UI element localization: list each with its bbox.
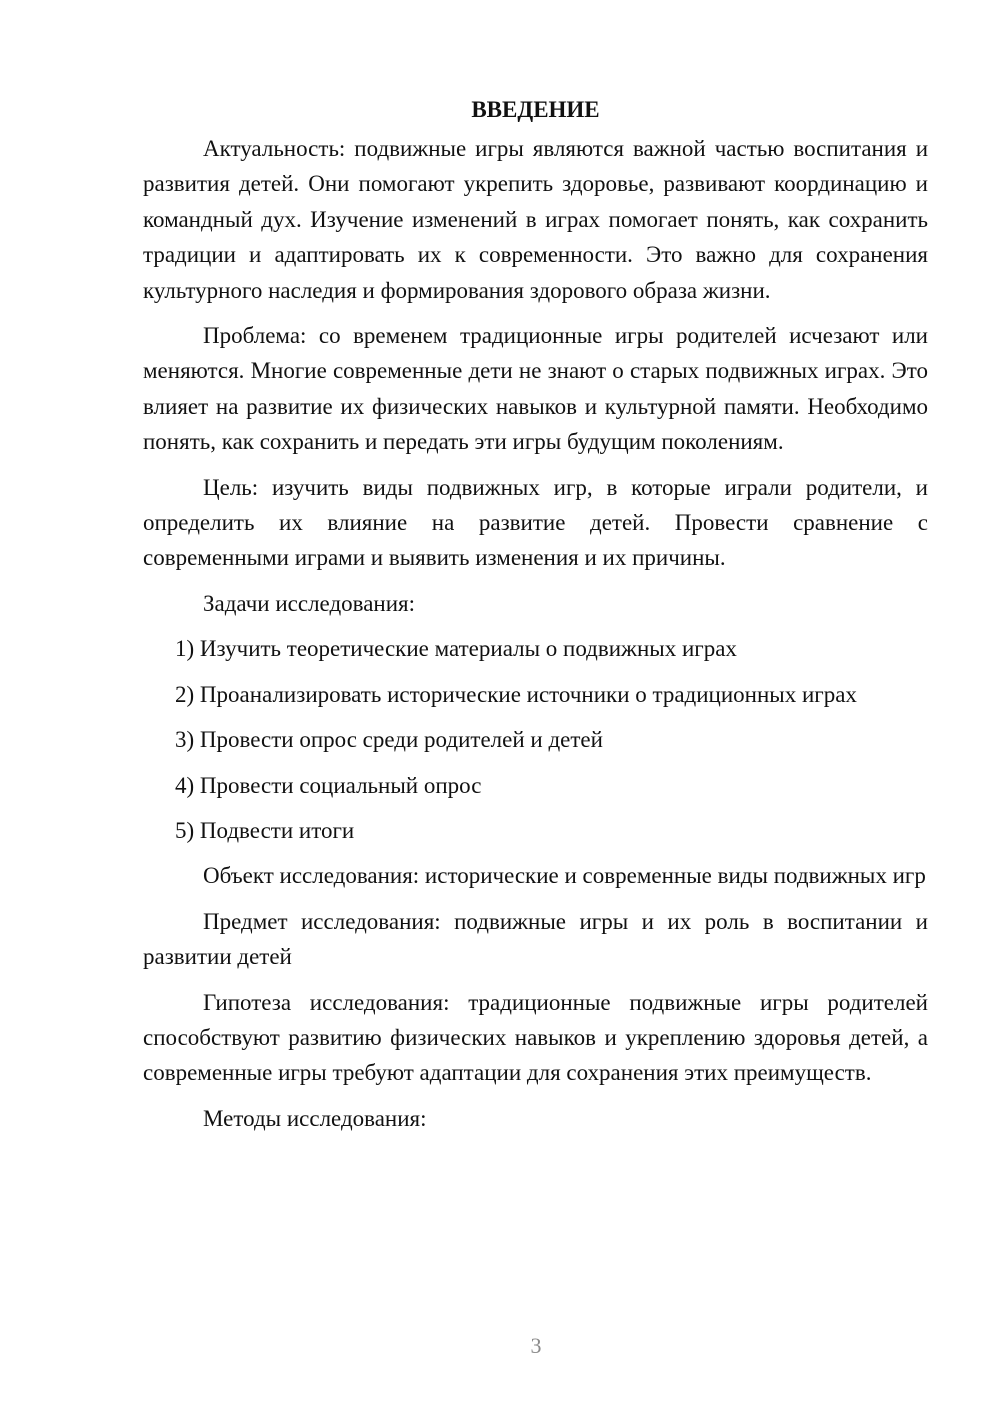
subject-paragraph: Предмет исследования: подвижные игры и их роль в воспитании и развитии детей [143, 908, 928, 970]
list-item: 2) Проанализировать исторические источники о традиционных играх [175, 681, 857, 707]
list-item: 5) Подвести итоги [175, 817, 355, 843]
hypothesis-paragraph: Гипотеза исследования: традиционные подвижные игры родителей способствуют развитию физических навыков и укреплению здоровья детей, а современные игры требуют адаптации для сохранения этих преимуществ. [143, 989, 928, 1086]
list-item: 4) Провести социальный опрос [175, 772, 482, 798]
section-heading: ВВЕДЕНИЕ [471, 97, 600, 122]
page-content [143, 92, 928, 1146]
page-number: 3 [530, 1333, 542, 1358]
problem-paragraph: Проблема: со временем традиционные игры родителей исчезают или меняются. Многие современные дети не знают о старых подвижных играх. Это влияет на развитие их физических навыков и культурной памяти. Необходимо понять, как сохранить и передать эти игры будущим поколениям. [143, 323, 928, 455]
list-item: 3) Провести опрос среди родителей и детей [175, 727, 603, 753]
relevance-paragraph: Актуальность: подвижные игры являются важной частью воспитания и развития детей. Они помогают укрепить здоровье, развивают координацию и командный дух. Изучение изменений в играх помогает понять, как сохранить традиции и адаптировать их к современности. Это важно для сохранения культурного наследия и формирования здорового образа жизни. [143, 136, 928, 303]
tasks-list [143, 631, 928, 848]
list-item: 1) Изучить теоретические материалы о подвижных играх [175, 636, 737, 662]
methods-title: Методы исследования: [203, 1105, 427, 1131]
tasks-title: Задачи исследования: [203, 590, 416, 616]
goal-paragraph: Цель: изучить виды подвижных игр, в которые играли родители, и определить их влияние на развитие детей. Провести сравнение с современными играми и выявить изменения и их причины. [143, 474, 928, 571]
object-paragraph: Объект исследования: исторические и современные виды подвижных игр [203, 863, 926, 889]
